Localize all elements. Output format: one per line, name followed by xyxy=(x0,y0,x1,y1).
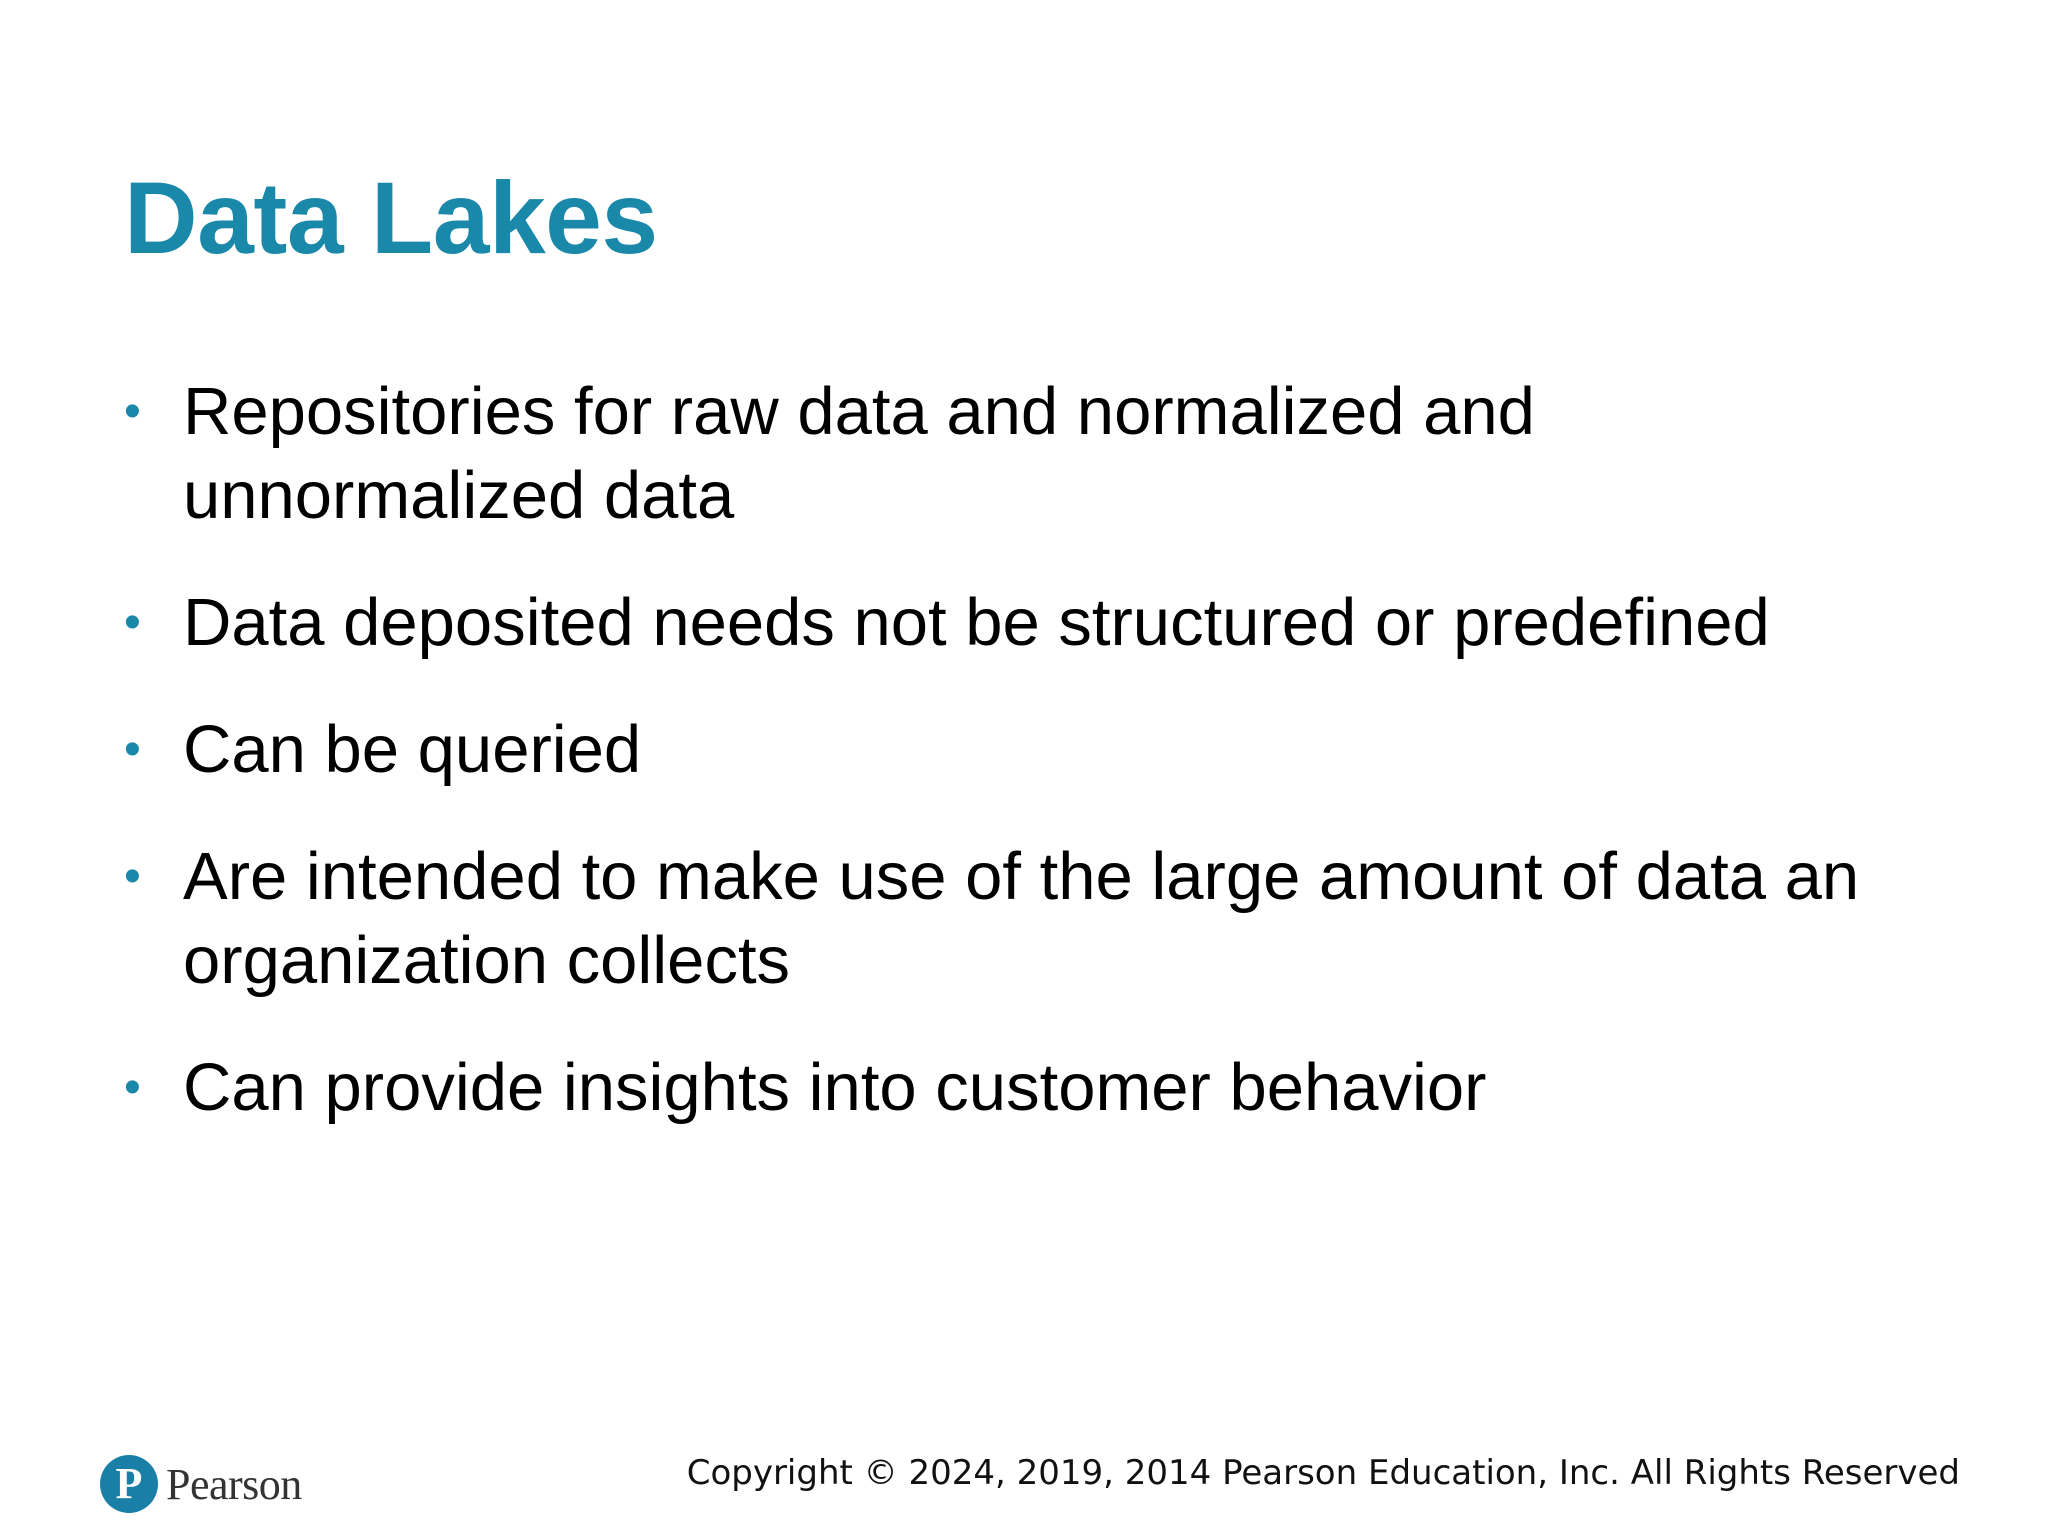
bullet-dot-icon: • xyxy=(124,723,141,776)
slide-title: Data Lakes xyxy=(124,161,658,275)
pearson-logo-icon xyxy=(100,1455,158,1513)
bullet-dot-icon: • xyxy=(124,1061,141,1114)
pearson-logo xyxy=(100,1452,302,1516)
bullet-list xyxy=(124,370,1924,1173)
bullet-dot-icon: • xyxy=(124,850,141,903)
bullet-item xyxy=(124,370,1924,538)
bullet-item xyxy=(124,835,1924,1003)
bullet-dot-icon: • xyxy=(124,385,141,438)
bullet-item xyxy=(124,581,1924,665)
bullet-text: Are intended to make use of the large amount of data an organization collects xyxy=(183,839,1860,998)
bullet-dot-icon: • xyxy=(124,596,141,649)
bullet-item xyxy=(124,1046,1924,1130)
bullet-text: Can be queried xyxy=(183,712,642,787)
pearson-logo-text: Pearson xyxy=(166,1459,302,1509)
bullet-text: Can provide insights into customer behavior xyxy=(183,1050,1487,1125)
bullet-text: Data deposited needs not be structured or predefined xyxy=(183,585,1770,660)
bullet-text: Repositories for raw data and normalized and unnormalized data xyxy=(183,374,1535,533)
pearson-logo-letter: P xyxy=(115,1459,143,1508)
bullet-item xyxy=(124,708,1924,792)
copyright-notice: Copyright © 2024, 2019, 2014 Pearson Education, Inc. All Rights Reserved xyxy=(686,1453,1960,1493)
